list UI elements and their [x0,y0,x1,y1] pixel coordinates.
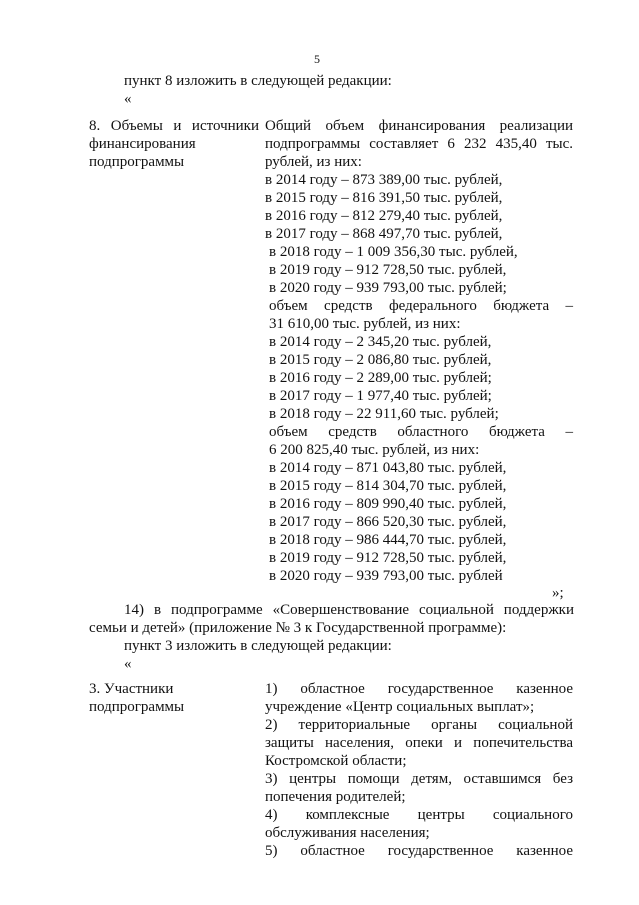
section3-label-line: подпрограммы [89,699,185,715]
section3-text-line: обслуживания населения; [265,825,430,841]
open-quote: « [124,91,132,107]
section8-label-line: 8. Объемы и источники [89,118,259,134]
section8-text-line: в 2016 году – 809 990,40 тыс. рублей, [269,496,507,512]
section8-text-line: в 2015 году – 814 304,70 тыс. рублей, [269,478,507,494]
section3-text-line: 5) областное государственное казенное [265,843,573,859]
section8-text-line: в 2017 году – 1 977,40 тыс. рублей; [269,388,492,404]
section3-text-line: учреждение «Центр социальных выплат»; [265,699,535,715]
section8-text-line: в 2016 году – 2 289,00 тыс. рублей; [269,370,492,386]
section8-text-line: Общий объем финансирования реализации [265,118,573,134]
section8-text-line: в 2014 году – 873 389,00 тыс. рублей, [265,172,503,188]
open-quote: « [124,656,132,672]
section8-text-line: в 2017 году – 866 520,30 тыс. рублей, [269,514,507,530]
section8-text-line: подпрограммы составляет 6 232 435,40 тыс. [265,136,573,152]
section8-text-line: в 2019 году – 912 728,50 тыс. рублей, [269,550,507,566]
page-number: 5 [314,52,320,66]
section3-text-line: 4) комплексные центры социального [265,807,573,823]
section3-text-line: 3) центры помощи детям, оставшимся без [265,771,573,787]
section8-text-line: 31 610,00 тыс. рублей, из них: [269,316,461,332]
section8-text-line: рублей, из них: [265,154,362,170]
section8-label-line: финансирования [89,136,196,152]
section8-text-line: в 2018 году – 1 009 356,30 тыс. рублей, [269,244,518,260]
section3-text-line: защиты населения, опеки и попечительства [265,735,573,751]
section3-text-line: 2) территориальные органы социальной [265,717,573,733]
section3-label-line: 3. Участники [89,681,174,697]
section8-text-line: в 2014 году – 871 043,80 тыс. рублей, [269,460,507,476]
section8-text-line: в 2020 году – 939 793,00 тыс. рублей; [269,280,507,296]
section8-text-line: в 2019 году – 912 728,50 тыс. рублей, [269,262,507,278]
section8-text-line: в 2018 году – 986 444,70 тыс. рублей, [269,532,507,548]
section8-text-line: в 2015 году – 2 086,80 тыс. рублей, [269,352,492,368]
section3-text-line: 1) областное государственное казенное [265,681,573,697]
item14-line: семьи и детей» (приложение № 3 к Государственной программе): [89,620,507,636]
close-quote: »; [552,585,564,601]
section8-text-line: объем средств областного бюджета – [269,424,573,440]
section3-text-line: попечения родителей; [265,789,406,805]
section8-text-line: в 2016 году – 812 279,40 тыс. рублей, [265,208,503,224]
section8-text-line: в 2014 году – 2 345,20 тыс. рублей, [269,334,492,350]
section8-text-line: в 2015 году – 816 391,50 тыс. рублей, [265,190,503,206]
section8-text-line: объем средств федерального бюджета – [269,298,573,314]
section8-text-line: в 2017 году – 868 497,70 тыс. рублей, [265,226,503,242]
section8-label-line: подпрограммы [89,154,185,170]
section8-text-line: в 2020 году – 939 793,00 тыс. рублей [269,568,503,584]
section8-text-line: в 2018 году – 22 911,60 тыс. рублей; [269,406,499,422]
section3-text-line: Костромской области; [265,753,407,769]
item14-line: 14) в подпрограмме «Совершенствование социальной поддержки [124,602,574,618]
item14-line: пункт 3 изложить в следующей редакции: [124,638,392,654]
section8-text-line: 6 200 825,40 тыс. рублей, из них: [269,442,480,458]
intro-line: пункт 8 изложить в следующей редакции: [124,73,392,89]
